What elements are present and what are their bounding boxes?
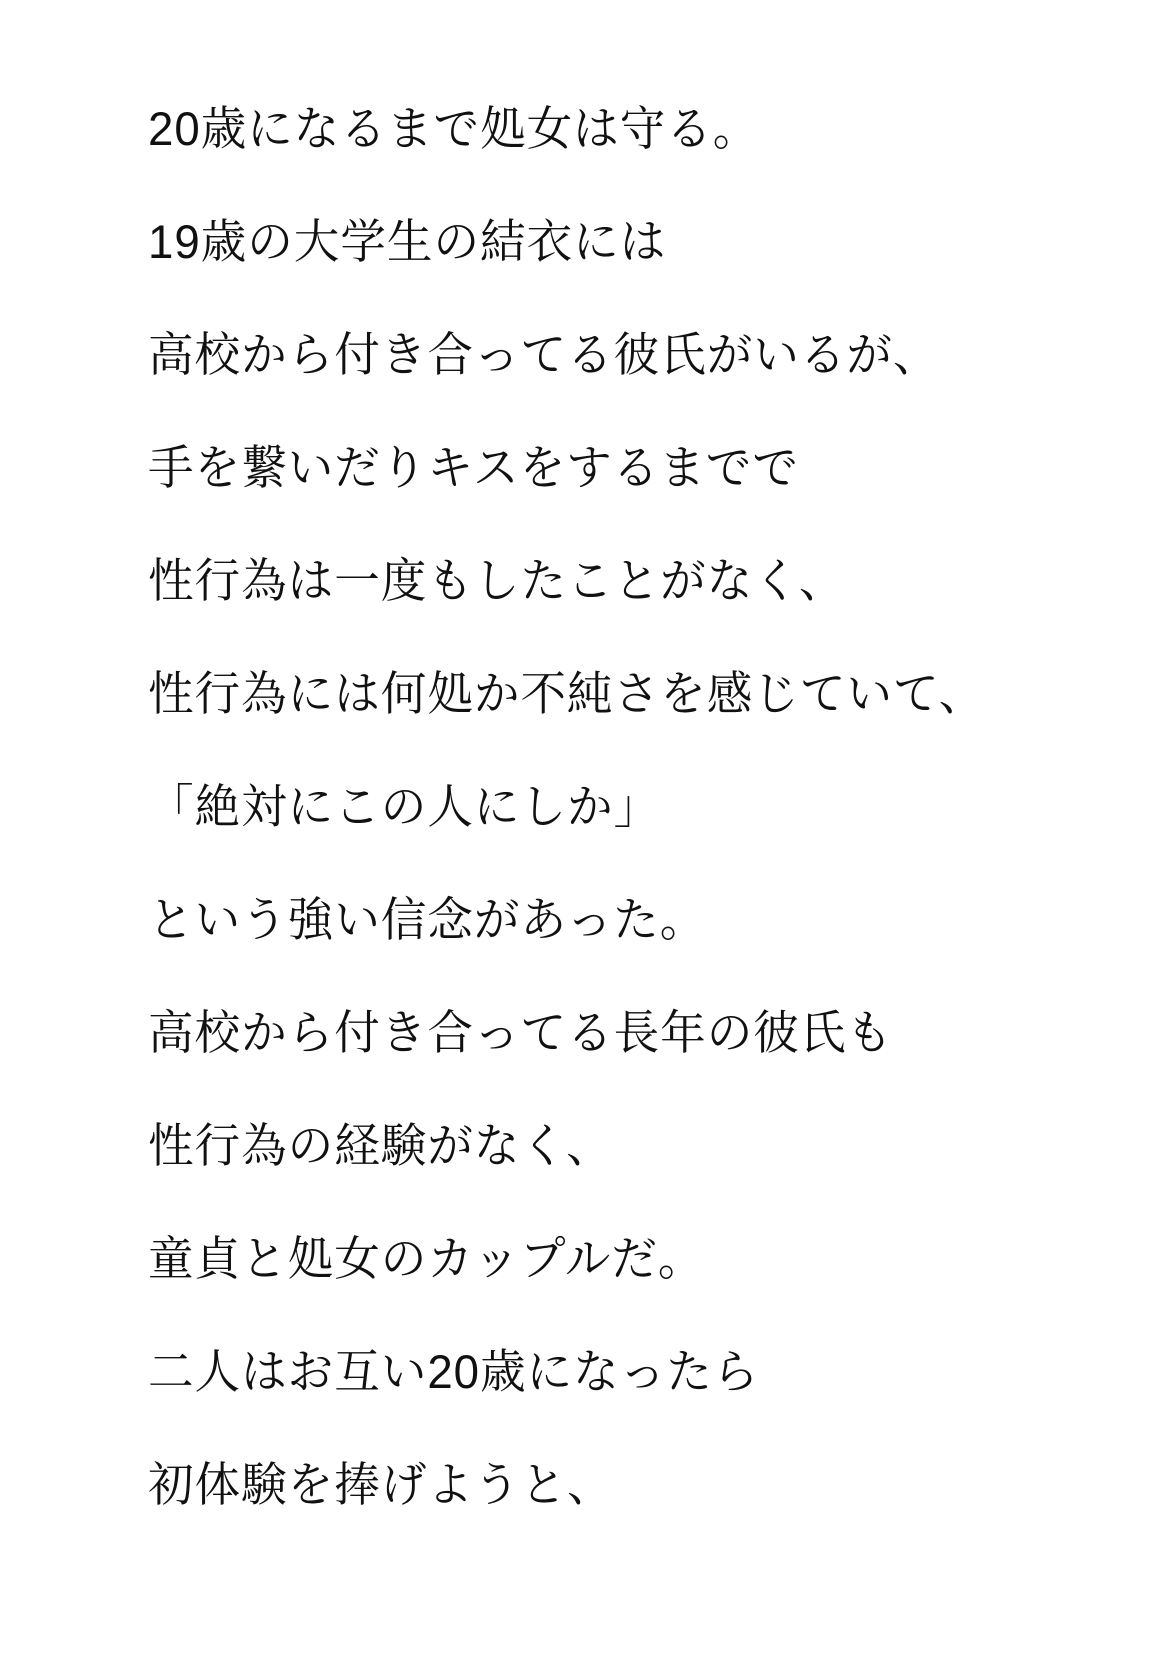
text-line: 初体験を捧げようと、 <box>148 1458 614 1511</box>
story-text-block <box>148 72 1135 1541</box>
text-line: 性行為は一度もしたことがなく、 <box>148 554 846 607</box>
text-line: 19歳の大学生の結衣には <box>148 215 667 268</box>
text-line: 高校から付き合ってる長年の彼氏も <box>148 1006 893 1059</box>
text-line: 高校から付き合ってる彼氏がいるが、 <box>148 328 940 381</box>
text-line: 二人はお互い20歳になったら <box>148 1345 760 1398</box>
text-line: 性行為には何処か不純さを感じていて、 <box>148 667 986 720</box>
text-line: 20歳になるまで処女は守る。 <box>148 102 760 155</box>
text-line: 性行為の経験がなく、 <box>148 1119 613 1172</box>
text-line: という強い信念があった。 <box>148 893 707 946</box>
text-line: 「絶対にこの人にしか」 <box>148 780 661 833</box>
text-line: 手を繋いだりキスをするまでで <box>148 441 799 494</box>
text-line: 童貞と処女のカップルだ。 <box>148 1232 705 1285</box>
